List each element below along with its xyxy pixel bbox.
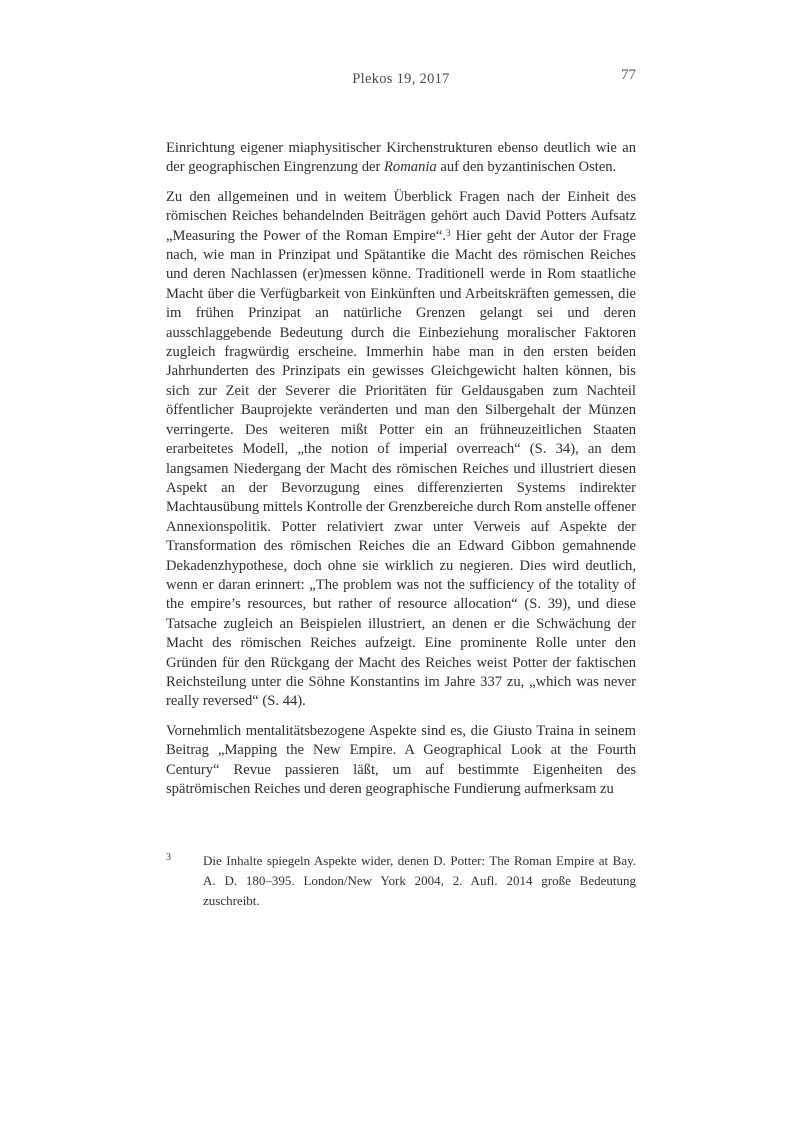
footnote-text: Die Inhalte spiegeln Aspekte wider, denen D. Potter: The Roman Empire at Bay. A. D. 180–395. London/New York 2004, 2. Aufl. 2014 große Bedeutung zuschreibt. (203, 853, 636, 908)
footnote-reference: 3 (445, 227, 451, 238)
body-text (166, 139, 636, 809)
paragraph-1: Einrichtung eigener miaphysitischer Kirchenstrukturen ebenso deutlich wie an der geographischen Eingrenzung der Romania auf den byzantinischen Osten. (166, 140, 636, 176)
running-head (166, 67, 636, 88)
paragraph-3: Vornehmlich mentalitätsbezogene Aspekte sind es, die Giusto Traina in seinem Beitrag „Mapping the New Empire. A Geographical Look at the Fourth Century“ Revue passieren läßt, um auf bestimmte Eigenheiten des spätrömischen Reiches und deren geographische Fundierung aufmerksam zu (166, 722, 636, 797)
page-number: 77 (621, 67, 636, 83)
journal-title: Plekos 19, 2017 (352, 71, 450, 87)
footnote (166, 851, 636, 910)
paragraph-2: Zu den allgemeinen und in weitem Überblick Fragen nach der Einheit des römischen Reiches behandelnden Beiträgen gehört auch David Potters Aufsatz „Measuring the Power of the Roman Empire“.$^3$ Hier geht der Autor der Frage nach, wie man in Prinzipat und Spätantike die Macht des römischen Reiches und deren Nachlassen (er)messen könne. Traditionell werde in Rom staatliche Macht über die Verfügbarkeit von Einkünften und Arbeitskräften gemessen, die im frühen Prinzipat an natürliche Grenzen gelangt sei und deren ausschlaggebende Bedeutung durch die Einbeziehung moralischer Faktoren zugleich fragwürdig erscheine. Immerhin habe man in den ersten beiden Jahrhunderten des Prinzipats ein gewisses Gleichgewicht halten können, bis sich zur Zeit der Severer die Prioritäten für Geldausgaben zum Nachteil öffentlicher Bauprojekte veränderten und man den Silbergehalt der Münzen verringerte. Des weiteren mißt Potter ein an frühneuzeitlichen Staaten erarbeitetes Modell, „the notion of imperial overreach“ (S. 34), an dem langsamen Niedergang der Macht des römischen Reiches und illustriert diesen Aspekt an der Bevorzugung eines differenzierten Systems indirekter Machtausübung mittels Kontrolle der Grenzbereiche durch Rom anstelle offener Annexionspolitik. Potter relativiert zwar unter Verweis auf Aspekte der Transformation des römischen Reiches die an Edward Gibbon gemahnende Dekadenzhypothese, doch ohne sie wirklich zu negieren. Dies wird deutlich, wenn er daran erinnert: „The problem was not the sufficiency of the totality of the empire’s resources, but rather of resource allocation“ (S. 39), und diese Tatsache zugleich an Beispielen illustriert, an denen er die Schwächung der Macht des römischen Reiches aufzeigt. Eine prominente Rolle unter den Gründen für den Rückgang der Macht des Reiches weist Potter der faktischen Reichsteilung unter die Söhne Konstantins im Jahre 337 zu, „which was never really reversed“ (S. 44). (166, 188, 636, 710)
footnote-marker: 3 (166, 852, 171, 863)
